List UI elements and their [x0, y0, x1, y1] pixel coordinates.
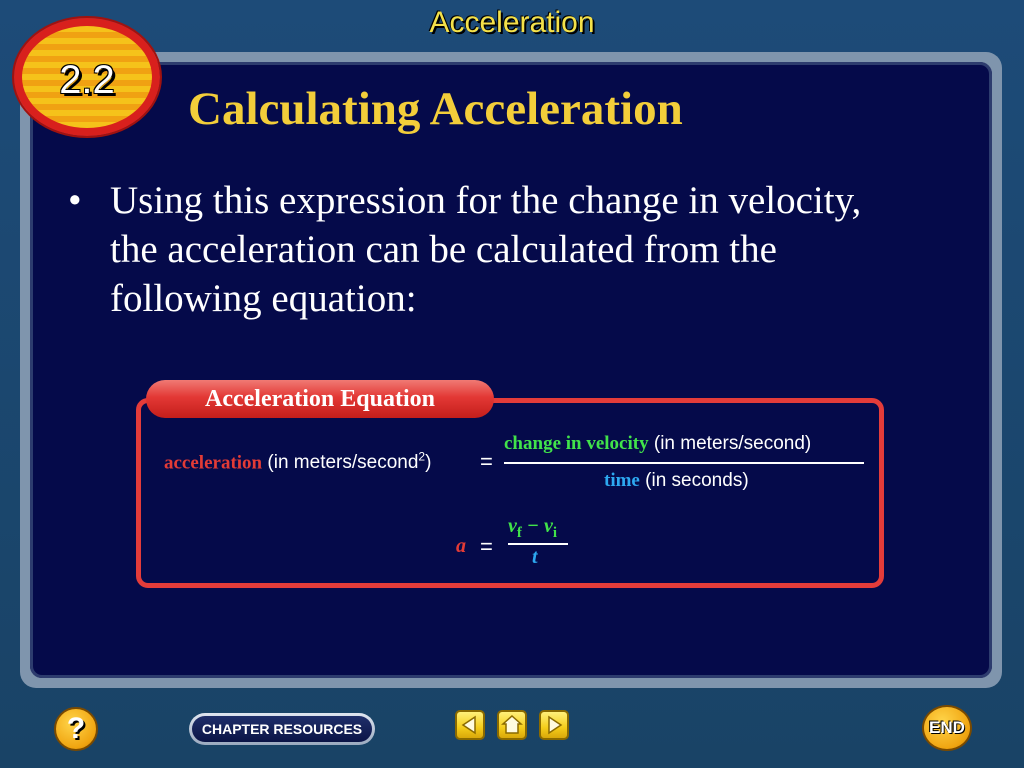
right-arrow-icon — [541, 712, 567, 738]
slide-title: Calculating Acceleration — [188, 83, 683, 135]
fraction-bar — [504, 462, 864, 464]
end-button[interactable]: END — [922, 705, 972, 751]
acceleration-word: acceleration — [164, 452, 263, 474]
section-number: 2.2 — [59, 58, 115, 102]
equation-lhs — [164, 450, 431, 474]
next-slide-button[interactable] — [539, 710, 569, 740]
chapter-resources-button[interactable] — [189, 713, 375, 745]
change-in-velocity-word: change in velocity — [504, 433, 649, 454]
time-word: time — [604, 470, 640, 491]
time-unit: (in seconds) — [639, 470, 749, 491]
equation-box — [136, 398, 884, 588]
left-arrow-icon — [457, 712, 483, 738]
symbol-t: t — [532, 546, 538, 568]
symbol-a: a — [456, 535, 466, 557]
bullet-text: Using this expression for the change in velocity, the acceleration can be calculated from the following equation: — [110, 179, 862, 320]
bullet-dot: • — [68, 179, 82, 222]
fraction-denominator — [604, 470, 749, 492]
fraction-numerator — [504, 433, 811, 455]
acceleration-unit: (in meters/second$^2$) — [262, 450, 432, 474]
equals-sign-2: = — [480, 534, 493, 559]
previous-slide-button[interactable] — [455, 710, 485, 740]
velocity-unit: (in meters/second) — [648, 433, 812, 454]
bullet-item — [68, 176, 908, 323]
home-icon — [499, 712, 525, 738]
symbolic-numerator: $v_f - v_i$ — [508, 515, 558, 541]
chapter-resources-label: CHAPTER RESOURCES — [192, 716, 372, 742]
equals-sign: = — [480, 449, 493, 474]
home-button[interactable] — [497, 710, 527, 740]
chapter-topic-title: Acceleration — [429, 6, 595, 39]
symbolic-fraction-bar — [508, 543, 568, 545]
equation-tab-label: Acceleration Equation — [146, 380, 494, 418]
help-button[interactable]: ? — [54, 707, 98, 751]
section-badge — [14, 18, 160, 136]
